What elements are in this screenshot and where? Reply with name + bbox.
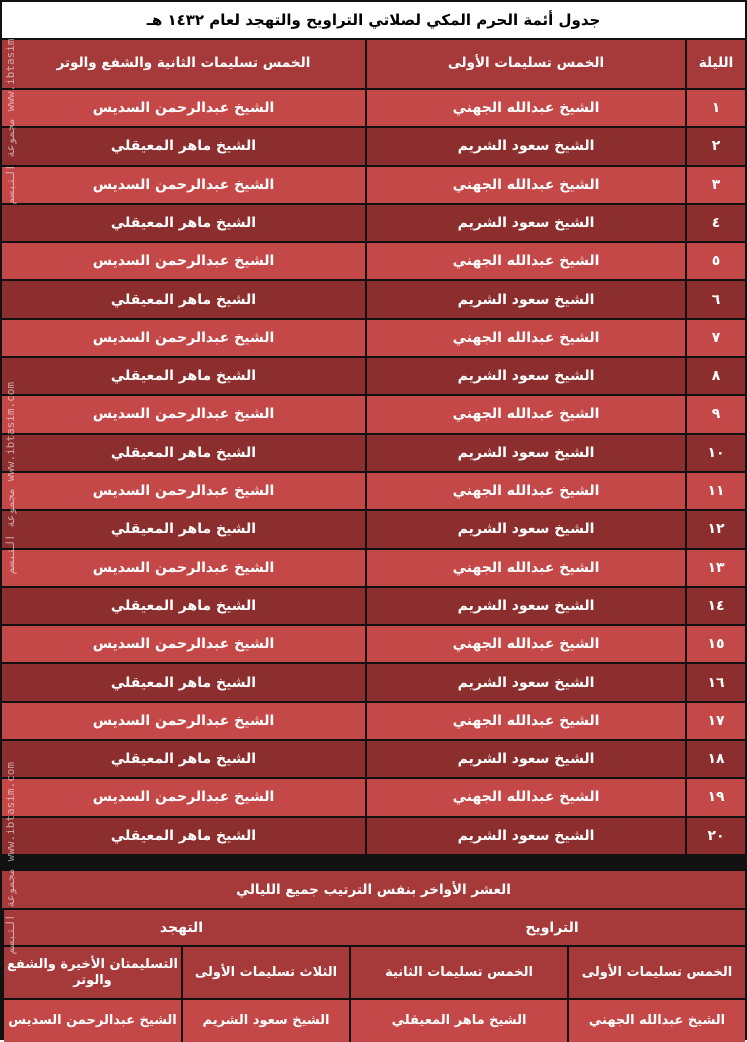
night-cell: ٧ <box>685 320 745 356</box>
first-imam-cell: الشيخ عبدالله الجهني <box>365 90 685 126</box>
second-imam-cell: الشيخ ماهر المعيقلي <box>2 664 365 700</box>
first-imam-cell: الشيخ سعود الشريم <box>365 128 685 164</box>
second-imam-cell: الشيخ عبدالرحمن السديس <box>2 550 365 586</box>
night-cell: ٣ <box>685 167 745 203</box>
first-imam-cell: الشيخ سعود الشريم <box>365 358 685 394</box>
first-imam-cell: الشيخ سعود الشريم <box>365 818 685 854</box>
second-imam-cell: الشيخ عبدالرحمن السديس <box>2 703 365 739</box>
watermark: مجموعة التبسم www.ibtasim.com <box>4 762 17 955</box>
first-imam-cell: الشيخ سعود الشريم <box>365 588 685 624</box>
header-second-five: الخمس تسليمات الثانية والشفع والوتر <box>2 40 365 88</box>
watermark: مجموعة التبسم www.ibtasim.com <box>4 12 17 205</box>
night-cell: ٤ <box>685 205 745 241</box>
taraweeh-header: التراويح <box>359 910 745 946</box>
night-cell: ٨ <box>685 358 745 394</box>
first-imam-cell: الشيخ عبدالله الجهني <box>365 396 685 432</box>
first-imam-cell: الشيخ سعود الشريم <box>365 205 685 241</box>
night-cell: ١ <box>685 90 745 126</box>
second-imam-cell: الشيخ ماهر المعيقلي <box>2 588 365 624</box>
header-night: الليلة <box>685 40 745 88</box>
second-imam-cell: الشيخ ماهر المعيقلي <box>2 358 365 394</box>
night-cell: ٦ <box>685 281 745 317</box>
night-cell: ١٢ <box>685 511 745 547</box>
first-imam-cell: الشيخ سعود الشريم <box>365 664 685 700</box>
night-cell: ١٠ <box>685 435 745 471</box>
first-imam-cell: الشيخ عبدالله الجهني <box>365 243 685 279</box>
first-imam-cell: الشيخ عبدالله الجهني <box>365 703 685 739</box>
last-ten-imams <box>2 998 745 1042</box>
night-cell: ١٥ <box>685 626 745 662</box>
second-imam-cell: الشيخ ماهر المعيقلي <box>2 435 365 471</box>
night-cell: ١١ <box>685 473 745 509</box>
night-cell: ١٧ <box>685 703 745 739</box>
imam-cell: الشيخ عبدالله الجهني <box>567 1000 745 1042</box>
first-imam-cell: الشيخ عبدالله الجهني <box>365 167 685 203</box>
second-imam-cell: الشيخ ماهر المعيقلي <box>2 741 365 777</box>
prayer-groups <box>2 908 745 946</box>
night-cell: ٩ <box>685 396 745 432</box>
night-cell: ١٩ <box>685 779 745 815</box>
first-imam-cell: الشيخ سعود الشريم <box>365 281 685 317</box>
second-imam-cell: الشيخ عبدالرحمن السديس <box>2 90 365 126</box>
first-imam-cell: الشيخ عبدالله الجهني <box>365 550 685 586</box>
watermark: مجموعة التبسم www.ibtasim.com <box>4 382 17 575</box>
first-imam-cell: الشيخ سعود الشريم <box>365 741 685 777</box>
second-imam-cell: الشيخ عبدالرحمن السديس <box>2 396 365 432</box>
night-cell: ١٦ <box>685 664 745 700</box>
header-first-five: الخمس تسليمات الأولى <box>365 40 685 88</box>
second-imam-cell: الشيخ ماهر المعيقلي <box>2 511 365 547</box>
imam-cell: الشيخ عبدالرحمن السديس <box>4 1000 181 1042</box>
second-imam-cell: الشيخ عبدالرحمن السديس <box>2 626 365 662</box>
sub-header: الخمس تسليمات الأولى <box>567 947 745 999</box>
tahajjud-header: التهجد <box>2 910 359 946</box>
first-imam-cell: الشيخ عبدالله الجهني <box>365 473 685 509</box>
last-ten-subheaders <box>2 945 745 999</box>
page-title: جدول أئمة الحرم المكي لصلاتي التراويح والتهجد لعام ١٤٣٢ هـ <box>2 2 745 40</box>
second-imam-cell: الشيخ ماهر المعيقلي <box>2 281 365 317</box>
first-imam-cell: الشيخ عبدالله الجهني <box>365 779 685 815</box>
night-cell: ٢ <box>685 128 745 164</box>
sub-header: الخمس تسليمات الثانية <box>349 947 567 999</box>
last-ten-note: العشر الأواخر بنفس الترتيب جميع الليالي <box>2 869 745 909</box>
night-cell: ١٣ <box>685 550 745 586</box>
second-imam-cell: الشيخ ماهر المعيقلي <box>2 818 365 854</box>
first-imam-cell: الشيخ سعود الشريم <box>365 511 685 547</box>
second-imam-cell: الشيخ عبدالرحمن السديس <box>2 473 365 509</box>
imam-cell: الشيخ سعود الشريم <box>181 1000 349 1042</box>
night-cell: ١٨ <box>685 741 745 777</box>
second-imam-cell: الشيخ عبدالرحمن السديس <box>2 320 365 356</box>
first-imam-cell: الشيخ سعود الشريم <box>365 435 685 471</box>
schedule-grid <box>2 40 745 854</box>
night-cell: ١٤ <box>685 588 745 624</box>
second-imam-cell: الشيخ ماهر المعيقلي <box>2 128 365 164</box>
second-imam-cell: الشيخ عبدالرحمن السديس <box>2 779 365 815</box>
first-imam-cell: الشيخ عبدالله الجهني <box>365 626 685 662</box>
night-cell: ٢٠ <box>685 818 745 854</box>
first-imam-cell: الشيخ عبدالله الجهني <box>365 320 685 356</box>
sub-header: الثلاث تسليمات الأولى <box>181 947 349 999</box>
second-imam-cell: الشيخ عبدالرحمن السديس <box>2 243 365 279</box>
night-cell: ٥ <box>685 243 745 279</box>
second-imam-cell: الشيخ عبدالرحمن السديس <box>2 167 365 203</box>
second-imam-cell: الشيخ ماهر المعيقلي <box>2 205 365 241</box>
sub-header: التسليمتان الأخيرة والشفع والوتر <box>4 947 181 999</box>
imam-cell: الشيخ ماهر المعيقلي <box>349 1000 567 1042</box>
